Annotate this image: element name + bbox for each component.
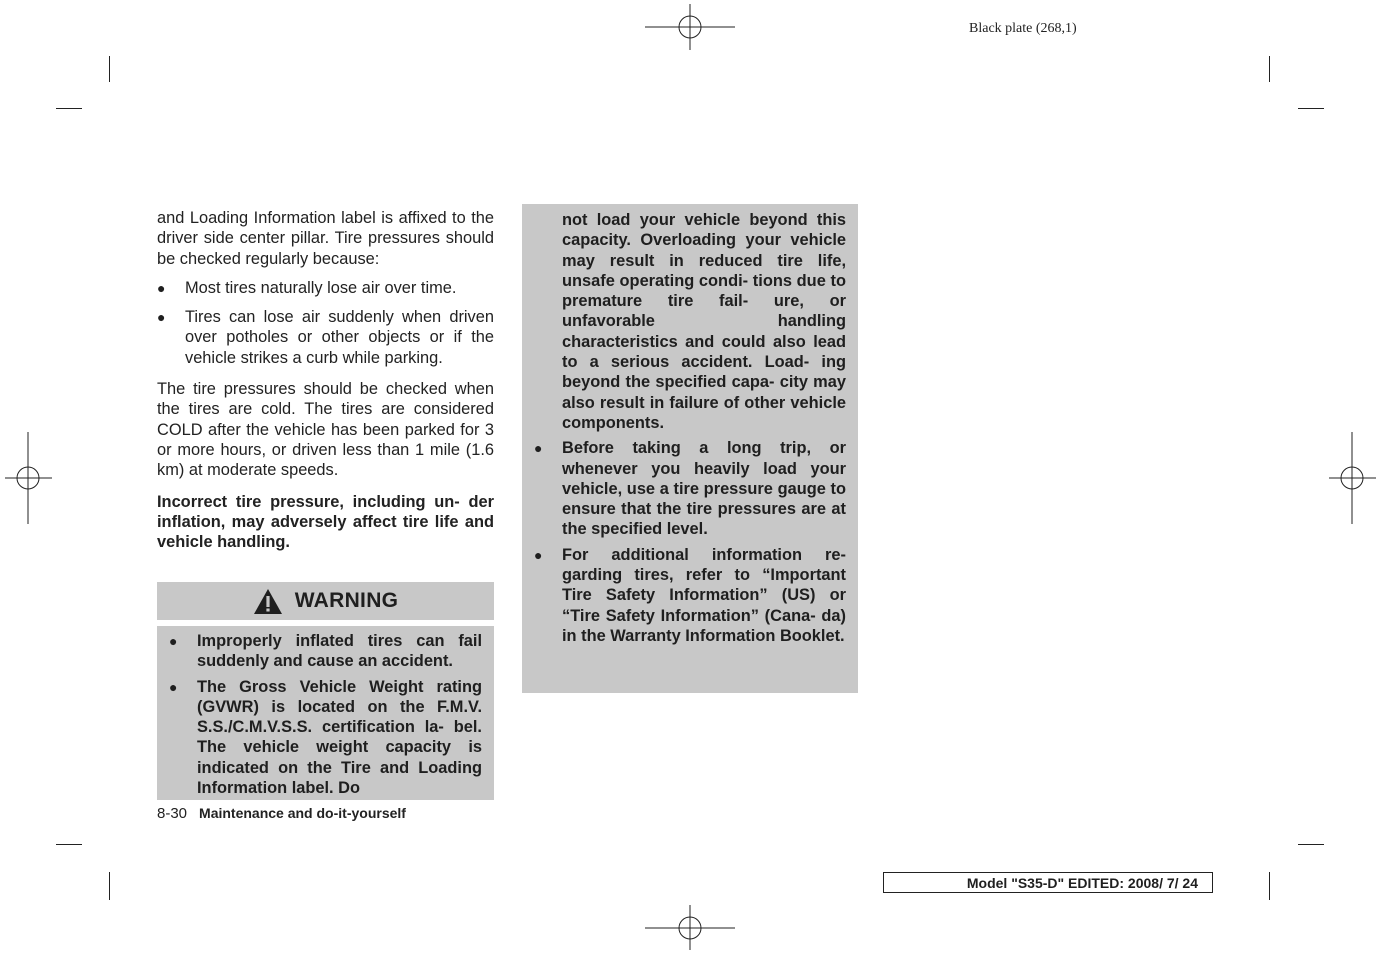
bullet-icon: ● [534, 546, 543, 563]
crop-mark [1298, 108, 1324, 109]
crop-mark [109, 872, 110, 900]
model-stamp: Model "S35-D" EDITED: 2008/ 7/ 24 [883, 872, 1213, 893]
warning-header [157, 582, 494, 620]
warning-item [534, 438, 846, 539]
warning-continued-box [522, 204, 858, 693]
left-column [157, 208, 494, 552]
warning-continued-text: not load your vehicle beyond this capacity. Overloading your vehicle may result in reduced tire life, unsafe operating condi- tions due to premature tire fail- ure, or unfavorable handling characteristics and could also lead to a serious accident. Load- ing beyond the specified capa- city may also result in failure of other vehicle components. [562, 211, 846, 432]
registration-mark-icon [0, 432, 56, 524]
list-item [157, 307, 494, 368]
incorrect-pressure-paragraph: Incorrect tire pressure, including un- der inflation, may adversely affect tire life and vehicle handling. [157, 492, 494, 552]
warning-title: WARNING [294, 589, 399, 612]
crop-mark [1269, 56, 1270, 82]
registration-mark-icon [1324, 432, 1381, 524]
bullet-icon: ● [169, 678, 178, 695]
warning-icon [253, 588, 283, 615]
list-item [157, 278, 494, 298]
cold-tire-paragraph: The tire pressures should be checked when the tires are cold. The tires are considered COLD after the vehicle has been parked for 3 or more hours, or driven less than 1 mile (1.6 km) at moderate speeds. [157, 380, 494, 480]
list-item-text: Tires can lose air suddenly when driven over potholes or other objects or if the vehicle strikes a curb while parking. [185, 308, 494, 367]
plate-label: Black plate (268,1) [969, 21, 1077, 36]
bullet-icon: ● [157, 279, 166, 296]
warning-item [169, 631, 482, 672]
intro-paragraph: and Loading Information label is affixed to the driver side center pillar. Tire pressures should be checked regularly because: [157, 209, 494, 268]
page-footer [157, 805, 406, 822]
section-title: Maintenance and do-it-yourself [199, 805, 406, 821]
list-item-text: Most tires naturally lose air over time. [185, 278, 457, 297]
warning-item-text: For additional information re- garding tires, refer to “Important Tire Safety Information” (US) or “Tire Safety Information” (Cana- da) in the Warranty Information Booklet. [562, 545, 846, 645]
crop-mark [1298, 844, 1324, 845]
crop-mark [109, 56, 110, 82]
bullet-icon: ● [169, 633, 178, 649]
warning-body [157, 626, 494, 800]
crop-mark [56, 108, 82, 109]
warning-continued [534, 210, 846, 433]
warning-item [534, 545, 846, 646]
registration-mark-icon [645, 905, 735, 954]
registration-mark-icon [645, 0, 735, 50]
warning-item [169, 677, 482, 799]
warning-item-text: Before taking a long trip, or whenever you heavily load your vehicle, use a tire pressure gauge to ensure that the tire pressures are at the specified level. [562, 439, 846, 539]
bullet-icon: ● [534, 440, 543, 457]
warning-item-text: The Gross Vehicle Weight rating (GVWR) is located on the F.M.V. S.S./C.M.V.S.S. certification la- bel. The vehicle weight capacity is indicated on the Tire and Loading Information label. Do [197, 677, 482, 798]
crop-mark [56, 844, 82, 845]
page-number: 8-30 [157, 805, 188, 822]
warning-item-text: Improperly inflated tires can fail suddenly and cause an accident. [197, 632, 482, 671]
bullet-icon: ● [157, 309, 166, 326]
crop-mark [1269, 872, 1270, 900]
